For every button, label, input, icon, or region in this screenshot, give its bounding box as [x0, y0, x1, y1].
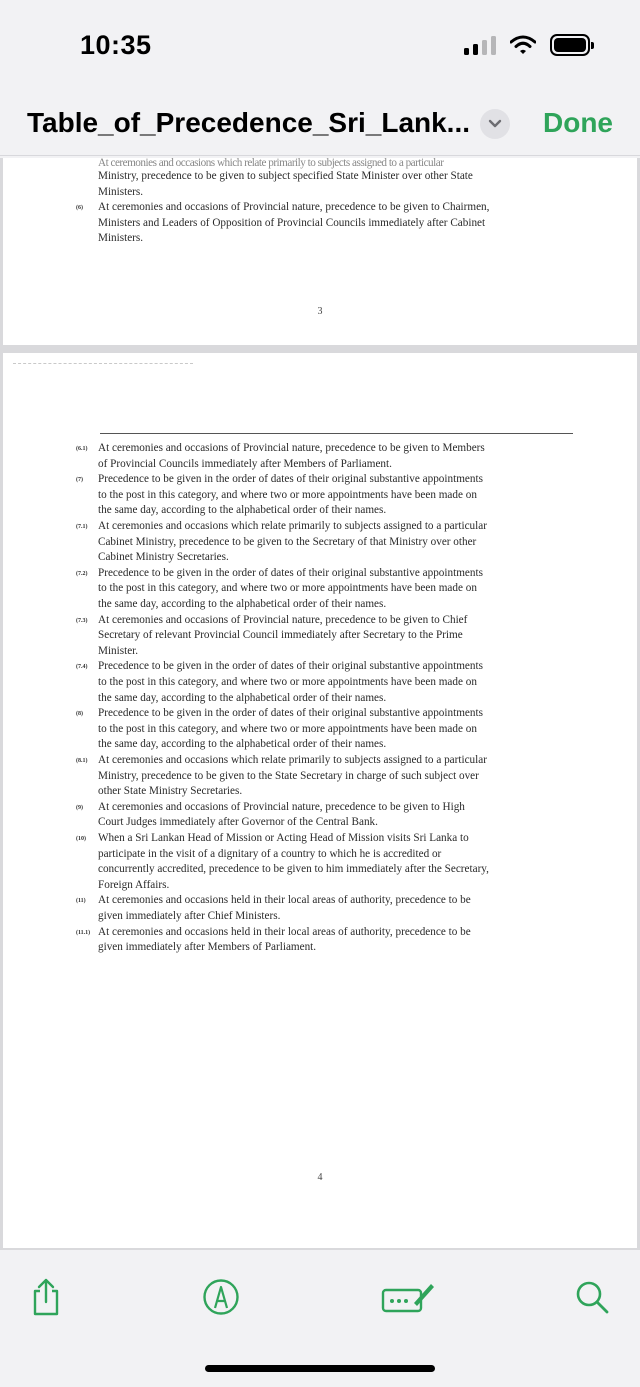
paragraph-line: the same day, according to the alphabetical order of their names. [98, 597, 387, 610]
paragraph-number: (8) [76, 711, 83, 718]
paragraph-line: At ceremonies and occasions which relate primarily to subjects assigned to a particular [98, 520, 487, 532]
paragraph-line: to the post in this category, and where two or more appointments have been made on [98, 722, 477, 735]
paragraph-number: (10) [76, 836, 86, 842]
paragraph-line: to the post in this category, and where two or more appointments have been made on [98, 582, 477, 595]
paragraph-line: At ceremonies and occasions which relate primarily to subjects assigned to a particular [98, 158, 444, 169]
cellular-signal-icon [464, 35, 496, 55]
paragraph-line: to the post in this category, and where two or more appointments have been made on [98, 675, 477, 688]
paragraph-line: Precedence to be given in the order of dates of their original substantive appointments [98, 473, 483, 486]
page-number: 3 [317, 306, 323, 317]
paragraph-line: Precedence to be given in the order of dates of their original substantive appointments [98, 660, 483, 673]
paragraph-number: (6.1) [76, 446, 88, 452]
paragraph [98, 169, 578, 200]
paragraph [76, 706, 578, 753]
paragraph [76, 800, 578, 831]
paragraph-line: At ceremonies and occasions held in their local areas of authority, precedence to be [98, 925, 471, 938]
paragraph-line: Precedence to be given in the order of dates of their original substantive appointments [98, 566, 483, 579]
paragraph-line: At ceremonies and occasions held in their local areas of authority, precedence to be [98, 894, 471, 907]
paragraph-line: When a Sri Lankan Head of Mission or Acting Head of Mission visits Sri Lanka to [98, 832, 469, 844]
paragraph-line: Minister. [98, 644, 139, 657]
home-indicator [205, 1365, 435, 1372]
paragraph [76, 200, 578, 247]
scan-artifact [13, 363, 193, 364]
paragraph [76, 925, 578, 956]
paragraph-number: (11.1) [76, 929, 91, 936]
paragraph-line: of Provincial Councils immediately after Members of Parliament. [98, 457, 392, 470]
search-icon [574, 1279, 610, 1315]
signature-button[interactable] [380, 1277, 436, 1317]
wifi-icon [510, 35, 536, 55]
share-icon [29, 1278, 63, 1316]
signature-icon [380, 1278, 436, 1316]
paragraph-line: to the post in this category, and where two or more appointments have been made on [98, 488, 477, 501]
document-viewer[interactable] [0, 158, 640, 1250]
status-bar [0, 0, 640, 90]
horizontal-rule [100, 433, 573, 434]
paragraph-number: (11) [76, 898, 86, 905]
paragraph-line: Ministers and Leaders of Opposition of Provincial Councils immediately after Cabinet [98, 216, 486, 229]
paragraph-number: (7) [76, 477, 83, 484]
document-page-4 [3, 353, 637, 1248]
paragraph-number: (8.1) [76, 758, 88, 764]
paragraph-line: Ministers. [98, 232, 144, 245]
paragraph [76, 472, 578, 519]
paragraph-line: Secretary of relevant Provincial Council immediately after Secretary to the Prime [98, 629, 463, 642]
done-button[interactable]: Done [543, 107, 613, 138]
document-page-3 [3, 158, 637, 345]
paragraph [76, 613, 578, 660]
paragraph [76, 441, 578, 472]
paragraph-line: the same day, according to the alphabetical order of their names. [98, 504, 387, 517]
paragraph-line: Cabinet Ministry Secretaries. [98, 551, 229, 564]
status-icons [464, 34, 590, 56]
paragraph-number: (7.2) [76, 570, 88, 577]
chevron-down-icon[interactable] [480, 109, 510, 139]
share-button[interactable] [26, 1277, 66, 1317]
paragraph-line: At ceremonies and occasions of Provincial nature, precedence to be given to High [98, 800, 465, 813]
paragraph-number: (6) [76, 205, 83, 212]
paragraph [76, 659, 578, 706]
document-title[interactable]: Table_of_Precedence_Sri_Lank... [27, 107, 471, 138]
navigation-bar [0, 95, 640, 156]
search-button[interactable] [572, 1277, 612, 1317]
paragraph-number: (7.1) [76, 524, 88, 530]
page-number: 4 [317, 1172, 323, 1183]
paragraph-line: At ceremonies and occasions of Provincial nature, precedence to be given to Members [98, 442, 485, 454]
paragraph-number: (7.4) [76, 664, 88, 671]
paragraph [76, 831, 578, 893]
paragraph-line: concurrently accredited, precedence to be given to him immediately after the Secretary, [98, 863, 489, 876]
paragraph-line: participate in the visit of a dignitary of a country to which he is accredited or [98, 847, 442, 860]
markup-icon [202, 1278, 240, 1316]
markup-button[interactable] [201, 1277, 241, 1317]
paragraph-line: other State Ministry Secretaries. [98, 785, 243, 798]
paragraph-line: Ministry, precedence to be given to subject specified State Minister over other State [98, 170, 473, 182]
paragraph-line: Cabinet Ministry, precedence to be given to the Secretary of that Ministry over other [98, 535, 477, 548]
paragraph-line: the same day, according to the alphabetical order of their names. [98, 738, 387, 751]
paragraph-line: Court Judges immediately after Governor of the Central Bank. [98, 816, 378, 829]
paragraph [76, 753, 578, 800]
paragraph-line: given immediately after Members of Parliament. [98, 941, 317, 954]
status-time: 10:35 [80, 30, 152, 60]
paragraph-line: Ministers. [98, 185, 144, 198]
paragraph-line: the same day, according to the alphabetical order of their names. [98, 691, 387, 704]
battery-icon [550, 34, 590, 56]
paragraph-line: At ceremonies and occasions of Provincial nature, precedence to be given to Chief [98, 613, 468, 626]
paragraph-line: given immediately after Chief Ministers. [98, 909, 281, 922]
paragraph [76, 566, 578, 613]
paragraph-line: Precedence to be given in the order of dates of their original substantive appointments [98, 707, 483, 720]
paragraph [76, 893, 578, 924]
paragraph-line: At ceremonies and occasions of Provincial nature, precedence to be given to Chairmen, [98, 201, 490, 214]
paragraph-line: At ceremonies and occasions which relate primarily to subjects assigned to a particular [98, 754, 487, 766]
paragraph-number: (7.3) [76, 617, 88, 624]
paragraph-line: Ministry, precedence to be given to the State Secretary in charge of such subject over [98, 769, 479, 782]
paragraph-number: (9) [76, 804, 83, 811]
paragraph-line: Foreign Affairs. [98, 878, 170, 891]
paragraph [76, 519, 578, 566]
